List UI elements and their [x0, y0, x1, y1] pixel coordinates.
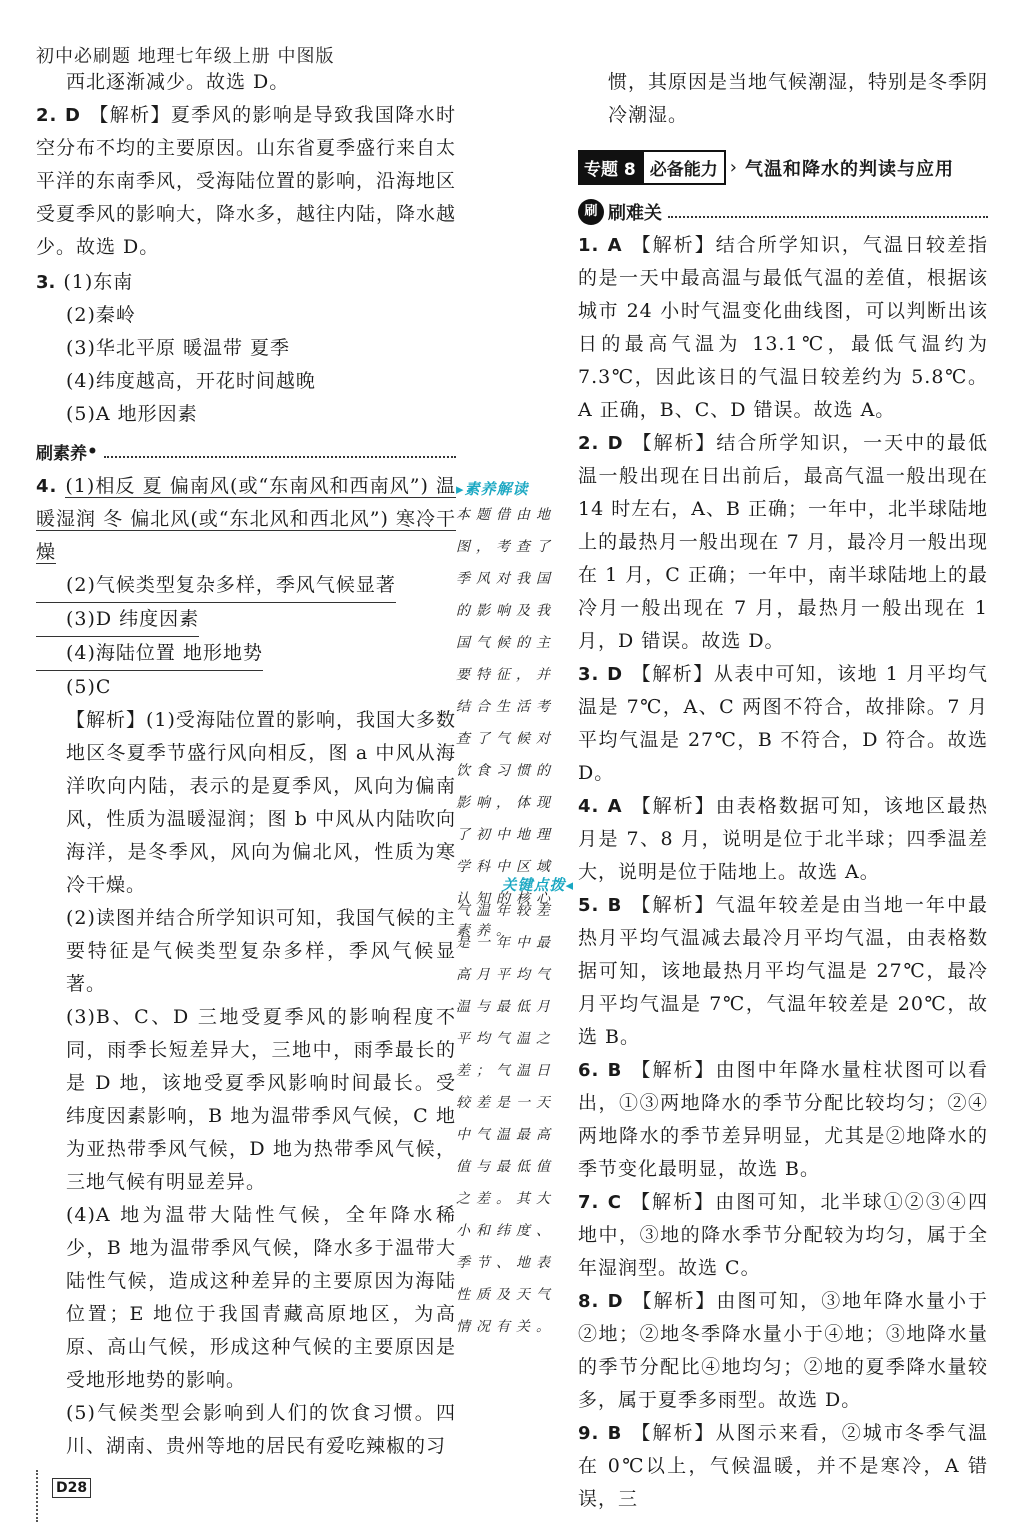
sidebar-text: 气温年较差是一年中最高月平均气温与最低月平均气温之差；气温日较差是一天中气温最高值与最低值之差。其大小和纬度、季节、地表性质及天气情况有关。	[456, 903, 556, 1335]
answer-item	[578, 1285, 988, 1417]
answer-item	[578, 790, 988, 889]
sidebar-title: ▸素养解读	[456, 480, 529, 498]
topic-tag: 必备能力	[642, 150, 726, 185]
answer-line: (5)A 地形因素	[66, 403, 198, 425]
answer-item	[578, 427, 988, 658]
answer-line: (4)纬度越高，开花时间越晚	[66, 370, 316, 392]
question-number: 8. D	[578, 1291, 624, 1312]
continued-text: 惯，其原因是当地气候潮湿，特别是冬季阴冷潮湿。	[608, 71, 989, 126]
answer-line: (3)D 纬度因素	[36, 603, 199, 637]
sidebar-title: 关键点拨◂	[501, 876, 574, 894]
answer-item	[578, 658, 988, 790]
continued-text: 西北逐渐减少。故选 D。	[66, 71, 290, 93]
question-number: 4.	[36, 476, 58, 497]
answer-item	[578, 229, 988, 427]
arrow-icon: ›	[729, 157, 737, 178]
question-4	[36, 470, 456, 1463]
answer-text: 【解析】由图中年降水量柱状图可以看出，①③两地降水的季节分配比较均匀；②④两地降水的季节差异明显，尤其是②地降水的季节变化最明显，故选 B。	[578, 1059, 988, 1180]
sidebar-text: 本题借由地图，考查了季风对我国的影响及我国气候的主要特征，并结合生活考查了气候对饮食习惯的影响，体现了初中地理学科中区域认知的核心素养。	[456, 507, 556, 939]
answer-item	[578, 1054, 988, 1186]
answer-text: 【解析】结合所学知识，一天中的最低温一般出现在日出前后，最高气温一般出现在 14 时左右，A、B 正确；一年中，北半球陆地上的最热月一般出现在 7 月，最冷月一般出现在 1 月，C 正确；一年中，南半球陆地上的最冷月一般出现在 7 月，最热月一般出现在 1 月，D 错误。故选 D。	[578, 432, 988, 652]
question-number: 1. A	[578, 235, 623, 256]
page-number: D28	[52, 1478, 91, 1498]
answer-text: 【解析】从表中可知，该地 1 月平均气温是 7℃，A、C 两图不符合，故排除。7 月平均气温是 27℃，B 不符合，D 符合。故选 D。	[578, 663, 989, 784]
section-heading	[578, 199, 988, 225]
explanation-paragraph: 【解析】(1)受海陆位置的影响，我国大多数地区冬夏季节盛行风向相反，图 a 中风从海洋吹向内陆，表示的是夏季风，风向为偏南风，性质为温暖湿润；图 b 中风从内陆吹向海洋，是冬季风，风向为偏北风，性质为寒冷干燥。	[66, 709, 456, 896]
explanation-paragraph: (5)气候类型会影响到人们的饮食习惯。四川、湖南、贵州等地的居民有爱吃辣椒的习	[66, 1402, 456, 1457]
section-badge-icon: 刷	[578, 199, 604, 225]
question-number: 3.	[36, 272, 56, 293]
question-number: 2. D	[36, 105, 81, 126]
section-title: 刷难关	[608, 203, 662, 224]
question-number: 3. D	[578, 664, 624, 685]
question-number: 9. B	[578, 1423, 623, 1444]
answer-item	[578, 1186, 988, 1285]
topic-banner	[578, 150, 988, 185]
question-3	[36, 266, 456, 431]
explanation-paragraph: (2)读图并结合所学知识可知，我国气候的主要特征是气候类型复杂多样，季风气候显著。	[66, 907, 456, 995]
answer-item	[578, 1417, 988, 1516]
dotted-divider	[668, 206, 988, 218]
section-heading: 刷素养 •	[36, 439, 456, 464]
answer-text: 【解析】气温年较差是由当地一年中最热月平均气温减去最冷月平均气温，由表格数据可知，该地最热月平均气温是 27℃，最冷月平均气温是 7℃，气温年较差是 20℃，故选 B。	[578, 894, 988, 1048]
right-column	[578, 66, 988, 1516]
answer-text: 【解析】由表格数据可知，该地区最热月是 7、8 月，说明是位于北半球；四季温差大，说明是位于陆地上。故选 A。	[578, 795, 988, 883]
answer-text: 【解析】由图可知，③地年降水量小于②地；②地冬季降水量小于④地；③地降水量的季节分配比④地均匀；②地的夏季降水量较多，属于夏季多雨型。故选 D。	[578, 1290, 988, 1411]
topic-title: 气温和降水的判读与应用	[744, 158, 954, 180]
dotted-divider	[104, 446, 456, 458]
answer-line: (4)海陆位置 地形地势	[36, 637, 263, 671]
left-column	[36, 66, 456, 1463]
question-number: 7. C	[578, 1192, 622, 1213]
answer-line: (2)气候类型复杂多样，季风气候显著	[36, 569, 396, 603]
answer-line: (1)东南	[63, 271, 134, 293]
answer-line: (2)秦岭	[66, 304, 136, 326]
explanation-paragraph: (4)A 地为温带大陆性气候，全年降水稀少，B 地为温带季风气候，降水多于温带大陆性气候，造成这种差异的主要原因为海陆位置；E 地位于我国青藏高原地区，为高原、高山气候，形成这种气候的主要原因是受地形地势的影响。	[66, 1204, 456, 1391]
answer-line: (5)C	[66, 676, 112, 698]
question-number: 6. B	[578, 1060, 623, 1081]
question-number: 2. D	[578, 433, 624, 454]
topic-number: 专题 8	[578, 150, 642, 185]
question-2	[36, 99, 456, 264]
answer-list	[578, 229, 988, 1516]
page-corner-mark	[36, 1470, 50, 1522]
answer-text: 【解析】从图示来看，②城市冬季气温在 0℃以上，气候温暖，并不是寒冷，A 错误，三	[578, 1422, 988, 1510]
answer-line: (1)相反 夏 偏南风(或“东南风和西南风”) 温暖湿润 冬 偏北风(或“东北风和西北风”) 寒冷干燥	[36, 475, 456, 563]
section-title: 刷素养	[36, 444, 87, 464]
question-number: 4. A	[578, 796, 623, 817]
running-header: 初中必刷题 地理七年级上册 中图版	[36, 46, 335, 67]
answer-line: (3)华北平原 暖温带 夏季	[66, 337, 290, 359]
answer-text: 【解析】结合所学知识，气温日较差指的是一天中最高温与最低气温的差值，根据该城市 24 小时气温变化曲线图，可以判断出该日的最高气温为 13.1℃，最低气温约为 7.3℃，因此该日的气温日较差约为 5.8℃。A 正确，B、C、D 错误。故选 A。	[578, 234, 988, 421]
answer-text: 【解析】由图可知，北半球①②③④四地中，③地的降水季节分配较为均匀，属于全年湿润型。故选 C。	[578, 1191, 988, 1279]
question-number: 5. B	[578, 895, 623, 916]
answer-text: 【解析】夏季风的影响是导致我国降水时空分布不均的主要原因。山东省夏季盛行来自太平洋的东南季风，受海陆位置的影响，沿海地区受夏季风的影响大，降水多，越往内陆，降水越少。故选 D。	[36, 104, 457, 258]
sidebar-keypoint	[456, 874, 574, 1343]
answer-item	[578, 889, 988, 1054]
explanation-paragraph: (3)B、C、D 三地受夏季风的影响程度不同，雨季长短差异大，三地中，雨季最长的是 D 地，该地受夏季风影响时间最长。受纬度因素影响，B 地为温带季风气候，C 地为亚热带季风气候，D 地为热带季风气候，三地气候有明显差异。	[66, 1006, 456, 1193]
answer-block	[36, 470, 456, 569]
